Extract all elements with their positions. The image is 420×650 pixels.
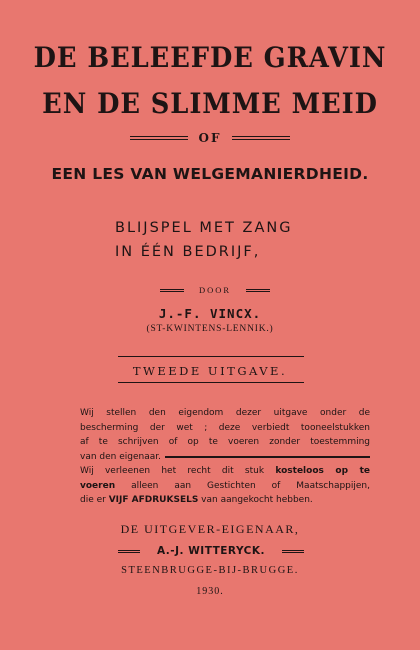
subtitle: EEN LES VAN WELGEMANIERDHEID. xyxy=(51,165,369,183)
notice-line xyxy=(80,464,370,479)
notice-text: Wij verleenen het recht dit stuk xyxy=(80,466,276,476)
by-word: DOOR xyxy=(198,285,232,295)
notice-line xyxy=(80,479,370,494)
author-place: (ST-KWINTENS-LENNIK.) xyxy=(146,324,274,334)
double-rule-right xyxy=(232,136,290,140)
notice-line xyxy=(80,493,370,508)
notice-emphasis: kosteloos op te xyxy=(275,466,370,476)
short-rule-right xyxy=(246,289,270,292)
double-rule-left xyxy=(130,136,188,140)
fill-rule xyxy=(165,456,370,458)
notice-emphasis: VIJF AFDRUKSELS xyxy=(108,495,199,505)
author-name: J.-F. VINCX. xyxy=(158,306,262,321)
publisher-label: DE UITGEVER-EIGENAAR, xyxy=(120,522,300,536)
notice-line: van den eigenaar. xyxy=(80,451,161,462)
publication-year: 1930. xyxy=(196,586,224,597)
dash-rule-left xyxy=(118,550,140,553)
edition-rule-top xyxy=(118,356,304,357)
publisher-name-row xyxy=(118,544,304,558)
title-line-2: EN DE SLIMME MEID xyxy=(42,87,378,120)
edition-label: TWEEDE UITGAVE. xyxy=(132,364,288,378)
or-word: OF xyxy=(198,131,222,145)
copyright-notice xyxy=(80,406,370,508)
notice-line: Wij stellen den eigendom dezer uitgave onder de xyxy=(80,408,370,418)
genre-line-1: BLIJSPEL MET ZANG xyxy=(115,220,293,236)
notice-text: van aangekocht hebben. xyxy=(198,495,313,505)
publisher-name: A.-J. WITTERYCK. xyxy=(156,545,266,557)
edition-rule-bottom xyxy=(118,382,304,383)
publisher-town: STEENBRUGGE-BIJ-BRUGGE. xyxy=(121,565,299,576)
title-line-1: DE BELEEFDE GRAVIN xyxy=(33,41,387,74)
notice-line: af te schrijven of op te voeren zonder toestemming xyxy=(80,437,370,447)
notice-text: die er xyxy=(80,495,109,505)
genre-line-2: IN ÉÉN BEDRIJF, xyxy=(115,244,261,260)
notice-line: bescherming der wet ; deze verbiedt tooneelstukken xyxy=(80,422,370,433)
notice-line-with-rule xyxy=(80,450,370,465)
short-rule-left xyxy=(160,289,184,292)
notice-text: alleen aan Gestichten of Maatschappijen, xyxy=(115,480,370,491)
byline-connector xyxy=(160,284,270,296)
dash-rule-right xyxy=(282,550,304,553)
or-connector xyxy=(130,130,290,146)
notice-emphasis: voeren xyxy=(80,480,116,491)
